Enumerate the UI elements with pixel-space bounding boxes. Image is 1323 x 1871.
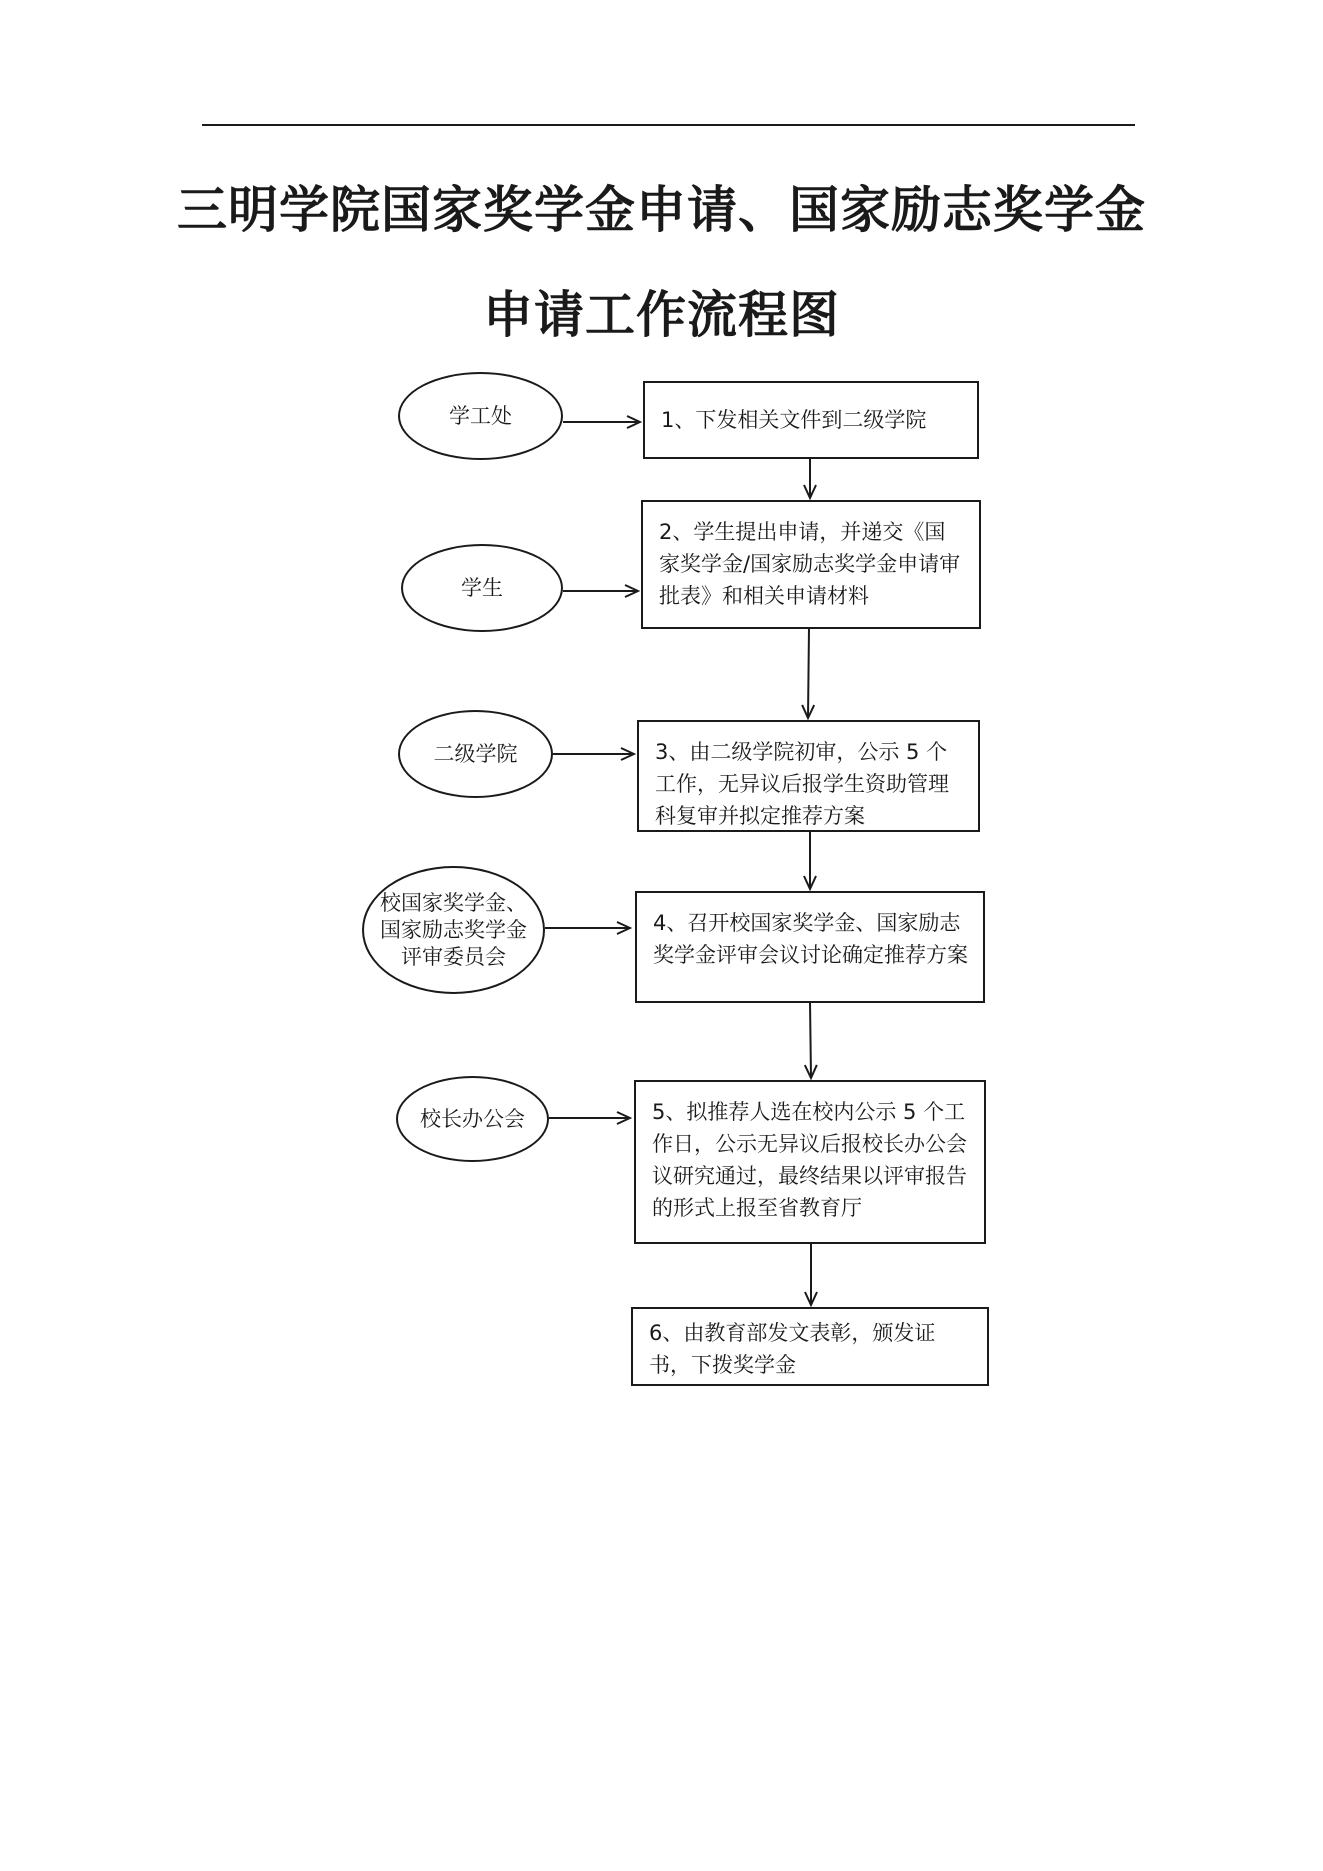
actor-president-office: 校长办公会 [396, 1076, 549, 1162]
arrow-step-4-to-step-5 [810, 1002, 811, 1078]
step-6-box: 6、由教育部发文表彰，颁发证书，下拨奖学金 [631, 1307, 989, 1386]
actor-secondary-college: 二级学院 [398, 710, 553, 798]
step-5-box: 5、拟推荐人选在校内公示 5 个工作日，公示无异议后报校长办公会议研究通过，最终结果以评审报告的形式上报至省教育厅 [634, 1080, 986, 1244]
arrow-step-2-to-step-3 [808, 628, 809, 718]
step-1-box: 1、下发相关文件到二级学院 [643, 381, 979, 459]
step-3-box: 3、由二级学院初审，公示 5 个工作，无异议后报学生资助管理科复审并拟定推荐方案 [637, 720, 980, 832]
step-4-box: 4、召开校国家奖学金、国家励志奖学金评审会议讨论确定推荐方案 [635, 891, 985, 1003]
actor-review-committee: 校国家奖学金、国家励志奖学金评审委员会 [362, 866, 545, 994]
document-title-line-2: 申请工作流程图 [483, 285, 840, 344]
header-rule [202, 124, 1135, 126]
step-2-box: 2、学生提出申请，并递交《国家奖学金/国家励志奖学金申请审批表》和相关申请材料 [641, 500, 981, 629]
document-title-line-1: 三明学院国家奖学金申请、国家励志奖学金 [177, 180, 1146, 239]
actor-student: 学生 [401, 544, 563, 632]
actor-student-affairs: 学工处 [398, 372, 563, 460]
